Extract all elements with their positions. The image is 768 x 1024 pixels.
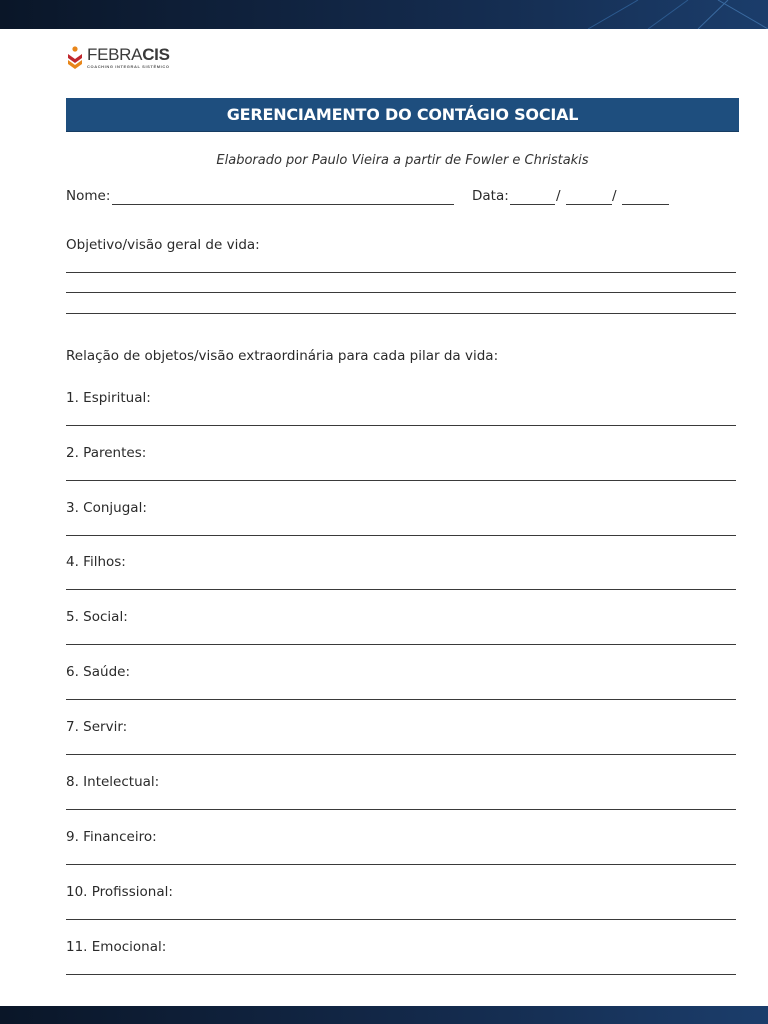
pillar-label: 11. Emocional:: [66, 939, 167, 955]
pillar-line[interactable]: [66, 699, 736, 700]
objective-line[interactable]: [66, 313, 736, 314]
pillar-line[interactable]: [66, 589, 736, 590]
pillar-label: 2. Parentes:: [66, 445, 147, 461]
logo-tagline: COACHING INTEGRAL SISTÊMICO: [87, 64, 170, 69]
name-field[interactable]: [112, 204, 454, 205]
pillar-label: 7. Servir:: [66, 719, 128, 735]
band-decoration: [468, 0, 768, 29]
pillar-line[interactable]: [66, 535, 736, 536]
pillar-label: 8. Intelectual:: [66, 774, 160, 790]
objective-label: Objetivo/visão geral de vida:: [66, 237, 260, 253]
title-bar: [66, 98, 739, 132]
pillar-line[interactable]: [66, 480, 736, 481]
pillar-line[interactable]: [66, 919, 736, 920]
logo-wordmark: FEBRACIS: [87, 45, 170, 64]
objective-line[interactable]: [66, 272, 736, 273]
pillar-label: 10. Profissional:: [66, 884, 173, 900]
date-year-field[interactable]: [622, 204, 669, 205]
pillar-line[interactable]: [66, 754, 736, 755]
pillar-line[interactable]: [66, 974, 736, 975]
febracis-logo: [66, 45, 176, 73]
pillar-label: 4. Filhos:: [66, 554, 126, 570]
date-month-field[interactable]: [566, 204, 612, 205]
objective-line[interactable]: [66, 292, 736, 293]
page-title: GERENCIAMENTO DO CONTÁGIO SOCIAL: [226, 105, 579, 124]
pillar-label: 5. Social:: [66, 609, 128, 625]
subtitle: Elaborado por Paulo Vieira a partir de Fowler e Christakis: [216, 153, 589, 168]
pillar-line[interactable]: [66, 644, 736, 645]
pillar-label: 9. Financeiro:: [66, 829, 157, 845]
pillar-label: 6. Saúde:: [66, 664, 130, 680]
relation-label: Relação de objetos/visão extraordinária para cada pilar da vida:: [66, 348, 499, 364]
pillar-label: 1. Espiritual:: [66, 390, 151, 406]
logo-mark-icon: [66, 46, 84, 72]
name-label: Nome:: [66, 188, 111, 204]
date-separator: /: [556, 188, 561, 204]
footer-band: [0, 1006, 768, 1024]
pillar-line[interactable]: [66, 425, 736, 426]
header-band: [0, 0, 768, 29]
date-label: Data:: [472, 188, 509, 204]
date-separator: /: [612, 188, 617, 204]
pillar-label: 3. Conjugal:: [66, 500, 147, 516]
pillar-line[interactable]: [66, 809, 736, 810]
pillar-line[interactable]: [66, 864, 736, 865]
date-day-field[interactable]: [510, 204, 555, 205]
